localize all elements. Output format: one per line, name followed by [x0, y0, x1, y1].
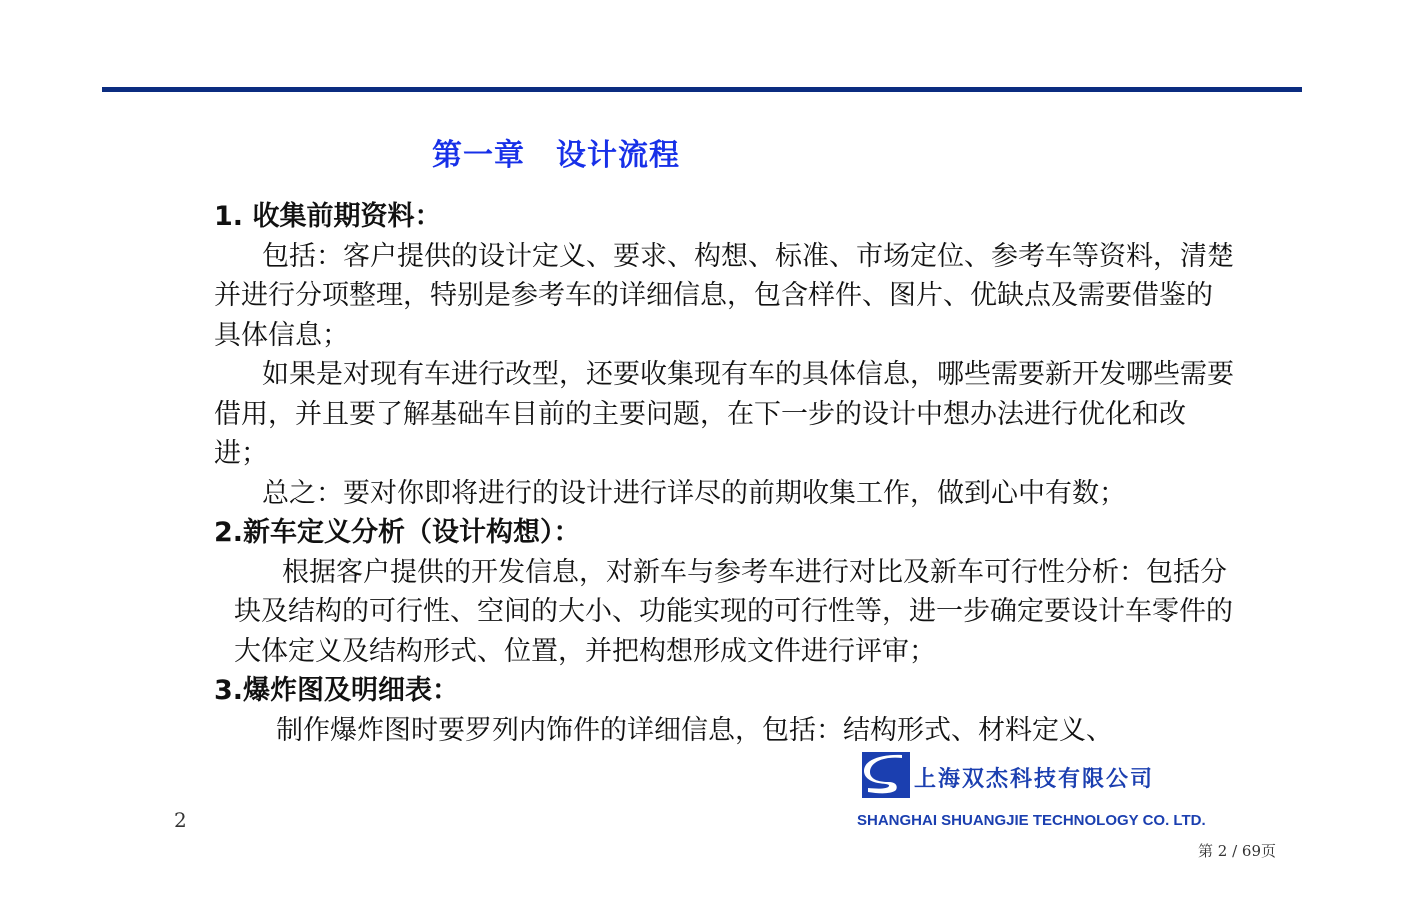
document-body	[214, 197, 1234, 750]
company-name-cn: 上海双杰科技有限公司	[914, 767, 1155, 792]
page-counter: 第 2 / 69页	[1198, 842, 1276, 860]
section-2-heading: 2.新车定义分析（设计构想）：	[214, 517, 581, 548]
section-2-paragraph: 根据客户提供的开发信息，对新车与参考车进行对比及新车可行性分析：包括分块及结构的可行性、空间的大小、功能实现的可行性等，进一步确定要设计车零件的大体定义及结构形式、位置，并把构想形成文件进行评审；	[234, 556, 1233, 667]
company-logo-icon	[862, 752, 910, 798]
section-1-paragraph: 总之：要对你即将进行的设计进行详尽的前期收集工作，做到心中有数；	[262, 477, 1126, 509]
section-3-paragraph: 制作爆炸图时要罗列内饰件的详细信息，包括：结构形式、材料定义、	[276, 714, 1113, 746]
company-name-en: SHANGHAI SHUANGJIE TECHNOLOGY CO. LTD.	[857, 812, 1206, 829]
section-1-heading: 1. 收集前期资料：	[214, 201, 442, 232]
section-1-paragraph: 如果是对现有车进行改型，还要收集现有车的具体信息，哪些需要新开发哪些需要借用，并且要了解基础车目前的主要问题，在下一步的设计中想办法进行优化和改进；	[214, 359, 1234, 469]
section-1-paragraph: 包括：客户提供的设计定义、要求、构想、标准、市场定位、参考车等资料，清楚并进行分项整理，特别是参考车的详细信息，包含样件、图片、优缺点及需要借鉴的具体信息；	[214, 240, 1234, 351]
section-3-heading: 3.爆炸图及明细表：	[214, 675, 460, 706]
header-rule	[102, 87, 1302, 92]
chapter-title: 第一章 设计流程	[432, 138, 680, 173]
slide-page-number: 2	[174, 808, 187, 832]
